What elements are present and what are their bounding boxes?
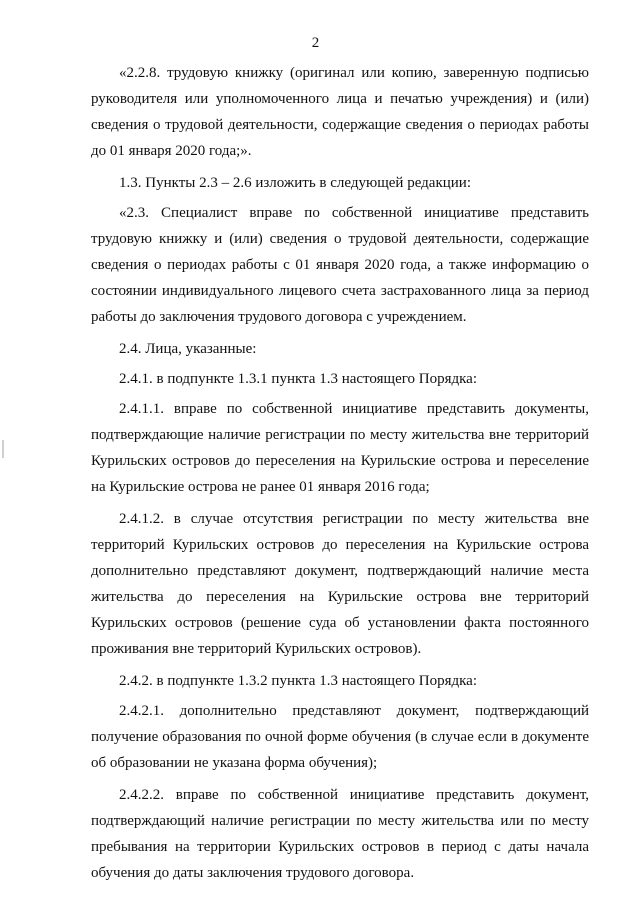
margin-scan-mark	[2, 440, 4, 458]
paragraph-2-4-2: 2.4.2. в подпункте 1.3.2 пункта 1.3 настоящего Порядка:	[119, 673, 478, 689]
document-body	[91, 60, 589, 891]
paragraph-1-3: 1.3. Пункты 2.3 – 2.6 изложить в следующей редакции:	[119, 175, 471, 191]
paragraph-2-4-1-1: 2.4.1.1. вправе по собственной инициативе представить документы, подтверждающие наличие регистрации по месту жительства вне территорий Курильских островов до переселения на Курильские острова и переселение на Курильские острова не ранее 01 января 2016 года;	[91, 401, 589, 495]
page-number: 2	[311, 35, 320, 51]
paragraph-2-4-1-2: 2.4.1.2. в случае отсутствия регистрации по месту жительства вне территорий Курильских островов до переселения на Курильские острова дополнительно представляют документ, подтверждающий наличие места жительства до переселения на Курильские острова вне территорий Курильских островов (решение суда об установлении факта постоянного проживания вне территорий Курильских островов).	[91, 511, 589, 657]
paragraph-2-2-8: «2.2.8. трудовую книжку (оригинал или копию, заверенную подписью руководителя или уполномоченного лица и печатью учреждения) и (или) сведения о трудовой деятельности, содержащие сведения о периодах работы до 01 января 2020 года;».	[91, 65, 589, 159]
paragraph-2-4-2-2: 2.4.2.2. вправе по собственной инициативе представить документ, подтверждающий наличие регистрации по месту жительства или по месту пребывания на территории Курильских островов в период с даты начала обучения до даты заключения трудового договора.	[91, 787, 589, 881]
paragraph-2-4-1: 2.4.1. в подпункте 1.3.1 пункта 1.3 настоящего Порядка:	[119, 371, 478, 387]
paragraph-2-4-2-1: 2.4.2.1. дополнительно представляют документ, подтверждающий получение образования по очной форме обучения (в случае если в документе об образовании не указана форма обучения);	[91, 703, 589, 771]
paragraph-2-4: 2.4. Лица, указанные:	[119, 341, 257, 357]
paragraph-2-3: «2.3. Специалист вправе по собственной инициативе представить трудовую книжку и (или) сведения о трудовой деятельности, содержащие сведения о периодах работы с 01 января 2020 года, а также информацию о состоянии индивидуального лицевого счета застрахованного лица за период работы до заключения трудового договора с учреждением.	[91, 205, 589, 325]
